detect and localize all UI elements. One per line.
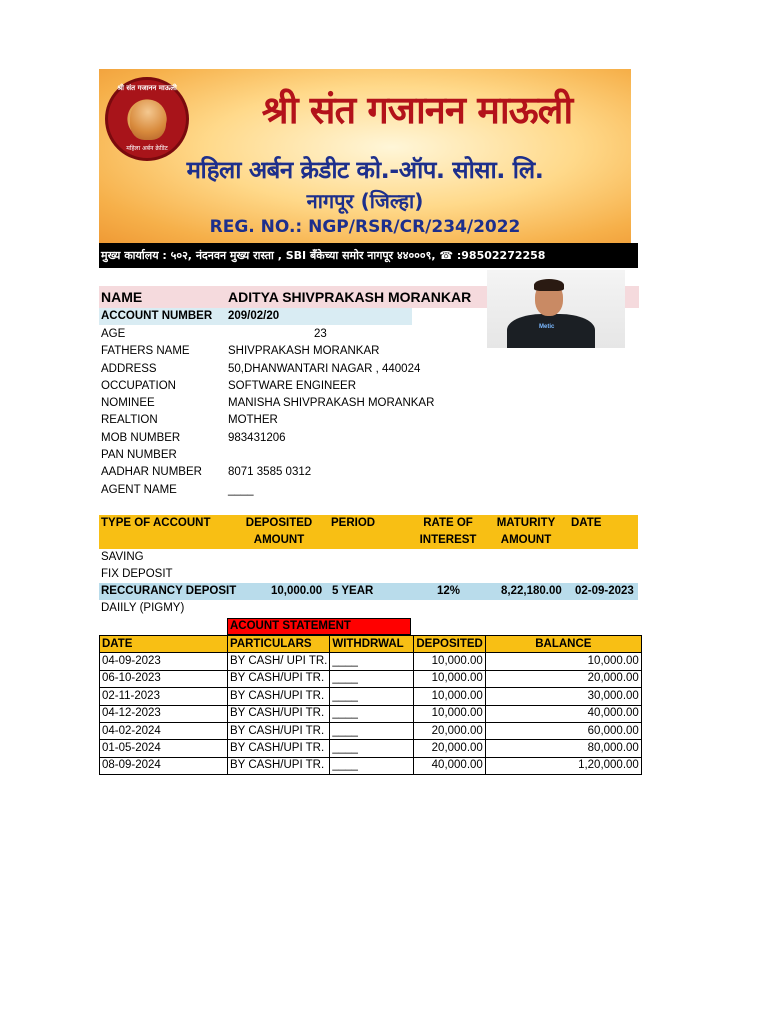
cell-withdrawal: ____ [330,757,414,774]
name-value: ADITYA SHIVPRAKASH MORANKAR [228,289,472,305]
deposit-type: FIX DEPOSIT [101,568,173,580]
society-subtitle: महिला अर्बन क्रेडीट को.-ऑप. सोसा. लि. [186,156,544,184]
cell-balance: 30,000.00 [485,688,641,705]
header-balance: BALANCE [485,636,641,653]
seal-bottom-text: महिला अर्बन क्रेडिट [126,145,168,152]
table-row [100,722,642,739]
society-seal-logo [105,77,189,161]
cell-deposited: 10,000.00 [414,670,485,687]
header-maturity-2: AMOUNT [500,534,552,546]
cell-particulars: BY CASH/UPI TR. [228,722,330,739]
cell-deposited: 10,000.00 [414,653,485,670]
cell-balance: 40,000.00 [485,705,641,722]
deposit-type: SAVING [101,551,144,563]
cell-balance: 1,20,000.00 [485,757,641,774]
statement-table [99,635,642,775]
customer-photo [487,270,625,348]
cell-balance: 10,000.00 [485,653,641,670]
deposit-row-daily [99,600,638,617]
detail-label: ADDRESS [101,362,157,375]
deposit-type: DAIILY (PIGMY) [101,602,185,614]
cell-deposited: 40,000.00 [414,757,485,774]
detail-value: 983431206 [228,431,286,444]
detail-value: 23 [314,328,327,340]
deposit-row-saving [99,549,638,566]
cell-deposited: 10,000.00 [414,688,485,705]
table-row [100,740,642,757]
deposit-table-header [99,515,638,549]
society-city: नागपूर (जिल्हा) [306,189,424,213]
cell-deposited: 20,000.00 [414,740,485,757]
detail-value: ____ [228,483,254,496]
cell-date: 04-12-2023 [100,705,228,722]
header-date: DATE [100,636,228,653]
cell-withdrawal: ____ [330,740,414,757]
society-banner [99,69,631,243]
name-label: NAME [101,289,143,305]
detail-value: MANISHA SHIVPRAKASH MORANKAR [228,397,435,410]
header-period: PERIOD [331,517,376,529]
photo-body [507,314,595,348]
detail-label: NOMINEE [101,397,155,410]
detail-value: 8071 3585 0312 [228,466,312,479]
deposit-amount: 10,000.00 [271,585,323,597]
header-rate-1: RATE OF [423,517,473,529]
deposit-row-fixed [99,566,638,583]
cell-date: 04-02-2024 [100,722,228,739]
deposit-row-recurring [99,583,638,600]
cell-particulars: BY CASH/UPI TR. [228,670,330,687]
photo-hair [534,279,564,291]
header-deposited-1: DEPOSITED [245,517,313,529]
statement-title: ACOUNT STATEMENT [227,618,411,635]
header-type: TYPE OF ACCOUNT [101,517,211,529]
cell-particulars: BY CASH/UPI TR. [228,705,330,722]
account-number-label: ACCOUNT NUMBER [101,310,213,322]
detail-label: AGE [101,328,126,340]
header-deposited: DEPOSITED [414,636,485,653]
cell-balance: 20,000.00 [485,670,641,687]
deposit-type: RECCURANCY DEPOSIT [101,585,237,597]
deposit-period: 5 YEAR [332,585,374,597]
table-row [100,705,642,722]
cell-particulars: BY CASH/ UPI TR. [228,653,330,670]
table-row [100,653,642,670]
account-number-value: 209/02/20 [228,310,280,322]
detail-label: PAN NUMBER [101,449,177,462]
detail-label: REALTION [101,414,158,427]
header-rate-2: INTEREST [419,534,477,546]
cell-date: 02-11-2023 [100,688,228,705]
cell-particulars: BY CASH/UPI TR. [228,757,330,774]
cell-withdrawal: ____ [330,653,414,670]
cell-deposited: 10,000.00 [414,705,485,722]
deposit-maturity: 8,22,180.00 [501,585,562,597]
header-maturity-1: MATURITY [496,517,556,529]
registration-number: REG. NO.: NGP/RSR/CR/234/2022 [209,217,521,237]
head-office-address: मुख्य कार्यालय : ५०२, नंदनवन मुख्य रास्ता , SBI बँकेच्या समोर नागपूर ४४०००९, ☎ :98502272258 [99,243,638,268]
statement-header-row [100,636,642,653]
cell-date: 04-09-2023 [100,653,228,670]
header-deposited-2: AMOUNT [253,534,305,546]
detail-label: AGENT NAME [101,483,177,496]
header-particulars: PARTICULARS [228,636,330,653]
cell-withdrawal: ____ [330,688,414,705]
header-date: DATE [571,517,602,529]
cell-date: 01-05-2024 [100,740,228,757]
cell-particulars: BY CASH/UPI TR. [228,688,330,705]
header-withdrawal: WITHDRWAL [330,636,414,653]
seal-saint-image [130,100,166,140]
deposit-date: 02-09-2023 [575,585,634,597]
table-row [100,757,642,774]
society-title: श्री संत गजानन माऊली [261,88,573,132]
cell-date: 06-10-2023 [100,670,228,687]
cell-deposited: 20,000.00 [414,722,485,739]
detail-value: SOFTWARE ENGINEER [228,379,356,392]
table-row [100,670,642,687]
detail-label: AADHAR NUMBER [101,466,202,479]
cell-withdrawal: ____ [330,670,414,687]
detail-value: MOTHER [228,414,278,427]
deposit-rate: 12% [437,585,461,597]
detail-value: SHIVPRAKASH MORANKAR [228,345,380,358]
cell-withdrawal: ____ [330,722,414,739]
seal-top-text: श्री संत गजानन माऊली [117,84,177,92]
detail-value: 50,DHANWANTARI NAGAR , 440024 [228,362,421,375]
detail-label: FATHERS NAME [101,345,190,358]
table-row [100,688,642,705]
detail-label: OCCUPATION [101,379,176,392]
photo-shirt-logo: Metic [539,324,555,330]
cell-balance: 60,000.00 [485,722,641,739]
cell-balance: 80,000.00 [485,740,641,757]
detail-label: MOB NUMBER [101,431,181,444]
cell-date: 08-09-2024 [100,757,228,774]
cell-particulars: BY CASH/UPI TR. [228,740,330,757]
cell-withdrawal: ____ [330,705,414,722]
